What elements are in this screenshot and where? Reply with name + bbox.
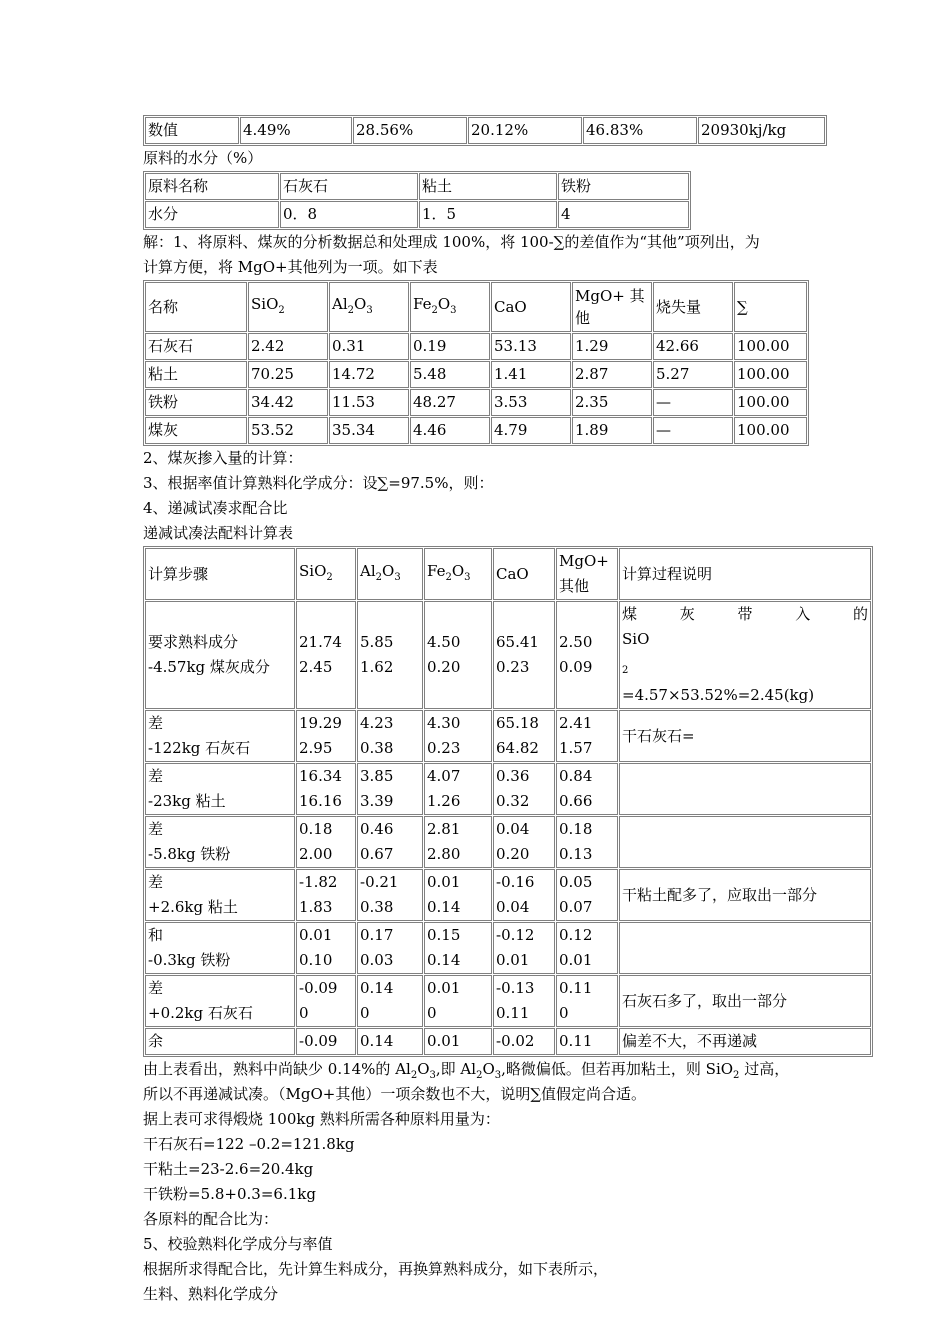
value-cell (357, 763, 423, 815)
composition-table (143, 280, 809, 446)
value-line: 0.38 (360, 898, 394, 916)
value-line: 4.30 (427, 714, 461, 732)
paragraph-line: 根据所求得配合比，先计算生料成分，再换算熟料成分，如下表所示， (143, 1260, 609, 1278)
formula-sub: 3 (450, 304, 457, 316)
value-cell (296, 975, 356, 1027)
table-cell: 0.31 (329, 333, 409, 360)
value-cell (357, 975, 423, 1027)
table-cell: 2.42 (248, 333, 328, 360)
header-cell (424, 548, 492, 600)
table-row (145, 417, 807, 444)
formula-sub: 2 (278, 304, 285, 316)
value-cell (556, 601, 618, 709)
step-line: -0.3kg 铁粉 (148, 951, 231, 969)
step-line: 差 (148, 979, 164, 997)
value-cell (493, 601, 555, 709)
table-cell: 石灰石 (145, 333, 247, 360)
value-line: 0.67 (360, 845, 394, 863)
note-line (622, 627, 868, 708)
value-line: 0.46 (360, 820, 394, 838)
table-cell: 48.27 (410, 389, 490, 416)
value-cell (493, 816, 555, 868)
table-row (145, 869, 871, 921)
value-cell (296, 922, 356, 974)
trial-calculation-table (143, 546, 873, 1057)
document-page (143, 115, 873, 1307)
note-line: 煤 灰 带 入 的 (622, 605, 868, 623)
value-line: 0.12 (559, 926, 593, 944)
value-line: 0.11 (496, 1004, 530, 1022)
paragraph-line: 干石灰石=122 –0.2=121.8kg (143, 1135, 355, 1153)
value-line: 2.81 (427, 820, 461, 838)
paragraph-line: 干铁粉=5.8+0.3=6.1kg (143, 1185, 316, 1203)
step-line: 差 (148, 714, 164, 732)
value-cell (357, 710, 423, 762)
step-line: -122kg 石灰石 (148, 739, 251, 757)
step-cell (145, 922, 295, 974)
note-cell: 偏差不大，不再递减 (619, 1028, 871, 1055)
formula-text: Fe (413, 294, 432, 313)
table-row (145, 1028, 871, 1055)
note-cell: 干粘土配多了，应取出一部分 (619, 869, 871, 921)
table-row (145, 975, 871, 1027)
value-line: -0.13 (496, 979, 535, 997)
table-row (145, 763, 871, 815)
value-line: 0.01 (496, 951, 530, 969)
table-cell: 0．8 (280, 201, 418, 228)
table-cell: 5.48 (410, 361, 490, 388)
value-line: 0.05 (559, 873, 593, 891)
value-line: -0.12 (496, 926, 535, 944)
value-line: 1.57 (559, 739, 593, 757)
paragraph-line: 解：1、将原料、煤灰的分析数据总和处理成 100%，将 100-∑的差值作为“其他”项列出，为 (143, 233, 760, 251)
value-cell (556, 816, 618, 868)
value-cell (424, 763, 492, 815)
table-cell: 11.53 (329, 389, 409, 416)
table-cell: — (653, 417, 733, 444)
table-cell: 14.72 (329, 361, 409, 388)
value-line: 3.85 (360, 767, 394, 785)
value-line: 2.80 (427, 845, 461, 863)
formula-text: SiO (622, 630, 650, 648)
value-cell (493, 922, 555, 974)
header-line: MgO+ (559, 552, 609, 570)
paragraph-line (143, 1057, 873, 1082)
value-line: 0.07 (559, 898, 593, 916)
value-table (143, 115, 827, 146)
value-line: 0.01 (427, 979, 461, 997)
table-row (145, 922, 871, 974)
note-cell: 干石灰石= (619, 710, 871, 762)
value-line: 64.82 (496, 739, 539, 757)
table-cell: 34.42 (248, 389, 328, 416)
step-cell (145, 601, 295, 709)
value-line: 0.36 (496, 767, 530, 785)
step-line: 和 (148, 926, 164, 944)
value-cell (493, 710, 555, 762)
step-line: 差 (148, 820, 164, 838)
table-cell: 水分 (145, 201, 279, 228)
value-line: 0.04 (496, 898, 530, 916)
value-line: 0 (559, 1004, 569, 1022)
value-line: 4.07 (427, 767, 461, 785)
header-cell: CaO (491, 282, 571, 332)
table-caption: 生料、熟料化学成分 (143, 1285, 279, 1303)
value-line: 0.18 (559, 820, 593, 838)
value-line: 0.84 (559, 767, 593, 785)
value-line: 16.34 (299, 767, 342, 785)
value-cell (556, 922, 618, 974)
value-line: 0.14 (427, 898, 461, 916)
table-row (145, 389, 807, 416)
table-cell: 煤灰 (145, 417, 247, 444)
table-cell: 2.87 (572, 361, 652, 388)
value-cell (556, 869, 618, 921)
value-cell (296, 816, 356, 868)
value-line: 2.45 (299, 658, 333, 676)
formula-text: =4.57×53.52%=2.45(kg) (622, 686, 815, 704)
formula-text: SiO (251, 294, 279, 313)
table-cell: 铁粉 (558, 173, 689, 200)
table-row (145, 361, 807, 388)
value-line: 0.32 (496, 792, 530, 810)
header-cell (357, 548, 423, 600)
value-line: 0.10 (299, 951, 333, 969)
header-cell: 计算过程说明 (619, 548, 871, 600)
table-cell: 53.52 (248, 417, 328, 444)
value-line: 0.17 (360, 926, 394, 944)
value-line: 3.39 (360, 792, 394, 810)
value-cell (357, 816, 423, 868)
formula-sub: 2 (622, 665, 629, 676)
step-cell (145, 763, 295, 815)
table-cell: — (653, 389, 733, 416)
value-line: 1.83 (299, 898, 333, 916)
value-cell (424, 816, 492, 868)
value-line: 2.50 (559, 633, 593, 651)
value-line: 1.26 (427, 792, 461, 810)
value-line: 0.20 (427, 658, 461, 676)
table-cell: 35.34 (329, 417, 409, 444)
table-row (145, 173, 689, 200)
value-cell (357, 601, 423, 709)
moisture-title: 原料的水分（%） (143, 149, 263, 167)
step-cell: 余 (145, 1028, 295, 1055)
table-cell: 原料名称 (145, 173, 279, 200)
table-cell: 1.29 (572, 333, 652, 360)
header-cell (556, 548, 618, 600)
header-line: 其他 (559, 577, 590, 595)
value-cell (493, 975, 555, 1027)
formula-text: O (382, 561, 395, 580)
table-cell: 1.89 (572, 417, 652, 444)
table-cell: 42.66 (653, 333, 733, 360)
table-row (145, 333, 807, 360)
step-line: -5.8kg 铁粉 (148, 845, 231, 863)
value-line: 16.16 (299, 792, 342, 810)
value-line: 0.23 (496, 658, 530, 676)
paragraph-line: 据上表可求得煅烧 100kg 熟料所需各种原料用量为： (143, 1110, 500, 1128)
table-cell: 100.00 (734, 361, 807, 388)
table-cell: 4.46 (410, 417, 490, 444)
table-cell: 3.53 (491, 389, 571, 416)
value-line: 0.13 (559, 845, 593, 863)
table-cell: 100.00 (734, 417, 807, 444)
value-line: 1.62 (360, 658, 394, 676)
value-line: 0.04 (496, 820, 530, 838)
paragraph-line: 干粘土=23-2.6=20.4kg (143, 1160, 314, 1178)
step-line: +2.6kg 粘土 (148, 898, 238, 916)
value-line: -0.16 (496, 873, 535, 891)
step-cell (145, 710, 295, 762)
formula-sub: 2 (347, 304, 355, 316)
table-cell: 28.56% (353, 117, 467, 144)
step-line: 差 (148, 767, 164, 785)
step-heading: 3、根据率值计算熟料化学成分：设∑=97.5%，则： (143, 474, 494, 492)
value-cell (357, 922, 423, 974)
text-run: O (482, 1060, 495, 1078)
formula-sub: 3 (429, 1070, 436, 1081)
table-cell: 粘土 (145, 361, 247, 388)
value-cell (296, 601, 356, 709)
value-cell: 0.14 (357, 1028, 423, 1055)
table-cell: 100.00 (734, 333, 807, 360)
formula-text: O (437, 294, 451, 313)
header-cell (329, 282, 409, 332)
step-cell (145, 869, 295, 921)
paragraph-line: 所以不再递减试凑。（MgO+其他）一项余数也不大，说明∑值假定尚合适。 (143, 1085, 647, 1103)
value-line: 4.23 (360, 714, 394, 732)
table-cell: 100.00 (734, 389, 807, 416)
value-line: 0.01 (299, 926, 333, 944)
table-cell: 46.83% (583, 117, 697, 144)
note-cell: 石灰石多了，取出一部分 (619, 975, 871, 1027)
table-row (145, 710, 871, 762)
value-line: 0.14 (427, 951, 461, 969)
table-cell: 1．5 (419, 201, 557, 228)
table-header-row (145, 548, 871, 600)
header-cell (296, 548, 356, 600)
formula-text: O (451, 561, 465, 580)
value-cell (296, 869, 356, 921)
paragraph-line: 计算方便，将 MgO+其他列为一项。如下表 (143, 258, 438, 276)
table-cell: 20930kj/kg (698, 117, 825, 144)
table-cell: 1.41 (491, 361, 571, 388)
table-cell: 4.79 (491, 417, 571, 444)
note-cell (619, 922, 871, 974)
table-cell: 2.35 (572, 389, 652, 416)
value-line: -0.09 (299, 979, 338, 997)
text-run: 过高， (739, 1060, 790, 1078)
value-cell: -0.02 (493, 1028, 555, 1055)
value-cell (296, 763, 356, 815)
table-cell: 粘土 (419, 173, 557, 200)
table-row (145, 601, 871, 709)
value-line: 0.11 (559, 979, 593, 997)
value-line: 0.38 (360, 739, 394, 757)
value-line: 2.00 (299, 845, 333, 863)
value-line: 0.66 (559, 792, 593, 810)
value-line: 0.14 (360, 979, 394, 997)
table-cell: 5.27 (653, 361, 733, 388)
step-cell (145, 816, 295, 868)
table-row (145, 201, 689, 228)
step-heading: 2、煤灰掺入量的计算： (143, 449, 303, 467)
note-cell (619, 601, 871, 709)
header-cell: 烧失量 (653, 282, 733, 332)
table-cell: 20.12% (468, 117, 582, 144)
value-line: 0.03 (360, 951, 394, 969)
value-cell (424, 975, 492, 1027)
table-cell: 数值 (145, 117, 239, 144)
value-line: 0.09 (559, 658, 593, 676)
value-line: 5.85 (360, 633, 394, 651)
value-cell (424, 710, 492, 762)
header-cell (248, 282, 328, 332)
formula-text: Fe (427, 561, 446, 580)
value-cell (556, 975, 618, 1027)
table-cell: 53.13 (491, 333, 571, 360)
step-cell (145, 975, 295, 1027)
formula-text: Al (360, 561, 376, 580)
note-cell (619, 816, 871, 868)
formula-sub: 2 (476, 1070, 483, 1081)
formula-sub: 3 (494, 1070, 502, 1081)
value-line: 65.18 (496, 714, 539, 732)
step-line: -4.57kg 煤灰成分 (148, 658, 270, 676)
formula-sub: 3 (394, 571, 401, 583)
formula-sub: 2 (326, 571, 333, 583)
formula-sub: 2 (375, 571, 383, 583)
value-cell (357, 869, 423, 921)
formula-text: Al (332, 294, 348, 313)
step-line: +0.2kg 石灰石 (148, 1004, 253, 1022)
text-run: O (417, 1060, 430, 1078)
step-heading: 5、校验熟料化学成分与率值 (143, 1235, 333, 1253)
formula-sub: 2 (431, 304, 438, 316)
value-line: 0.01 (427, 873, 461, 891)
value-line: 4.50 (427, 633, 461, 651)
formula-sub: 2 (445, 571, 452, 583)
value-line: 19.29 (299, 714, 342, 732)
table-cell: 4 (558, 201, 689, 228)
value-line: 0.20 (496, 845, 530, 863)
step-line: 差 (148, 873, 164, 891)
table-caption: 递减试凑法配料计算表 (143, 524, 294, 542)
formula-text: O (354, 294, 367, 313)
header-cell: ∑ (734, 282, 807, 332)
header-cell: MgO+ 其他 (572, 282, 652, 332)
text-run: 由上表看出，熟料中尚缺少 0.14%的 Al (143, 1060, 411, 1078)
value-line: 0 (299, 1004, 309, 1022)
table-cell: 铁粉 (145, 389, 247, 416)
table-cell: 石灰石 (280, 173, 418, 200)
step-line: -23kg 粘土 (148, 792, 226, 810)
value-line: -0.21 (360, 873, 399, 891)
value-cell (493, 763, 555, 815)
value-line: 0 (360, 1004, 370, 1022)
moisture-table (143, 171, 691, 230)
header-cell (410, 282, 490, 332)
formula-sub: 3 (366, 304, 373, 316)
value-cell (296, 710, 356, 762)
header-cell: 计算步骤 (145, 548, 295, 600)
value-cell (424, 601, 492, 709)
value-cell: 0.11 (556, 1028, 618, 1055)
formula-sub: 2 (410, 1070, 418, 1081)
value-cell: 0.01 (424, 1028, 492, 1055)
value-line: 2.41 (559, 714, 593, 732)
value-line: 65.41 (496, 633, 539, 651)
value-cell (556, 710, 618, 762)
table-cell: 0.19 (410, 333, 490, 360)
step-line: 要求熟料成分 (148, 633, 239, 651)
formula-sub: 2 (733, 1070, 740, 1081)
table-row (145, 816, 871, 868)
value-line: 0.18 (299, 820, 333, 838)
header-cell: 名称 (145, 282, 247, 332)
value-line: 2.95 (299, 739, 333, 757)
text-run: ,即 Al (435, 1060, 477, 1078)
value-line: -1.82 (299, 873, 338, 891)
table-row (145, 117, 825, 144)
table-cell: 70.25 (248, 361, 328, 388)
header-cell: CaO (493, 548, 555, 600)
value-line: 21.74 (299, 633, 342, 651)
value-line: 0.15 (427, 926, 461, 944)
note-cell (619, 763, 871, 815)
text-run: ,略微偏低。但若再加粘土，则 SiO (501, 1060, 734, 1078)
formula-text: SiO (299, 561, 327, 580)
table-header-row (145, 282, 807, 332)
table-cell: 4.49% (240, 117, 352, 144)
value-line: 0 (427, 1004, 437, 1022)
value-cell: -0.09 (296, 1028, 356, 1055)
value-cell (424, 922, 492, 974)
paragraph-line: 各原料的配合比为： (143, 1210, 279, 1228)
value-cell (424, 869, 492, 921)
value-cell (556, 763, 618, 815)
value-line: 0.01 (559, 951, 593, 969)
formula-sub: 3 (464, 571, 471, 583)
value-cell (493, 869, 555, 921)
step-heading: 4、递减试凑求配合比 (143, 499, 288, 517)
value-line: 0.23 (427, 739, 461, 757)
